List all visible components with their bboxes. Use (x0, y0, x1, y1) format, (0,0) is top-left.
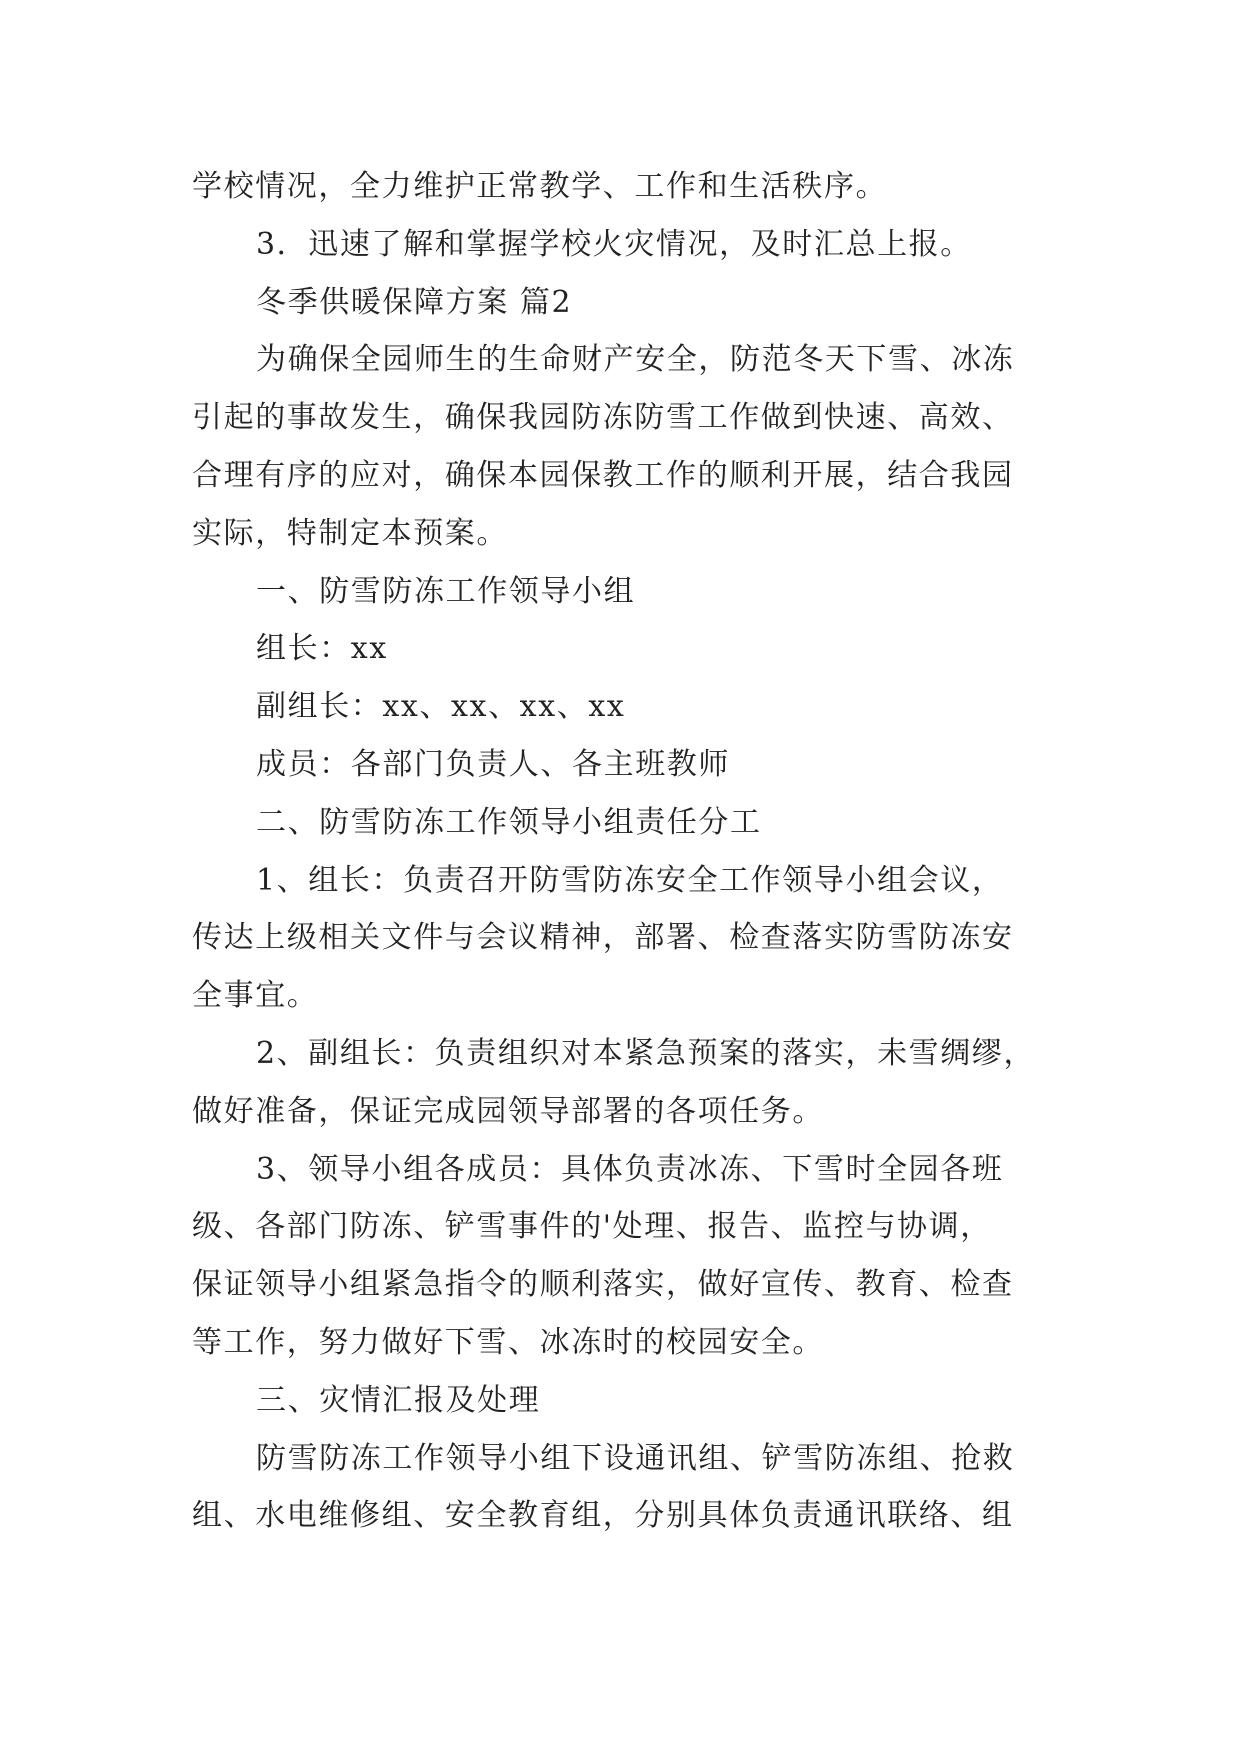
text-line: 保证领导小组紧急指令的顺利落实，做好宣传、教育、检查 (192, 1267, 1014, 1303)
text-line: 3、领导小组各成员：具体负责冰冻、下雪时全园各班 (256, 1151, 1004, 1187)
section-heading: 三、灾情汇报及处理 (256, 1382, 541, 1418)
text-line: 组长：xx (256, 631, 388, 667)
text-line: 引起的事故发生，确保我园防冻防雪工作做到快速、高效、 (192, 400, 1014, 436)
text-line: 等工作，努力做好下雪、冰冻时的校园安全。 (192, 1324, 824, 1360)
text-line: 级、各部门防冻、铲雪事件的'处理、报告、监控与协调， (192, 1209, 992, 1245)
section-heading: 二、防雪防冻工作领导小组责任分工 (256, 804, 762, 840)
text-line: 全事宜。 (192, 978, 319, 1014)
body-text (192, 158, 1072, 1545)
section-heading: 冬季供暖保障方案 篇2 (256, 284, 573, 320)
text-line: 组、水电维修组、安全教育组，分别具体负责通讯联络、组 (192, 1498, 1014, 1534)
text-line: 学校情况，全力维护正常教学、工作和生活秩序。 (192, 169, 888, 204)
text-line: 做好准备，保证完成园领导部署的各项任务。 (192, 1093, 824, 1129)
section-heading: 一、防雪防冻工作领导小组 (256, 573, 636, 609)
text-line: 副组长：xx、xx、xx、xx (256, 689, 626, 725)
text-line: 为确保全园师生的生命财产安全，防范冬天下雪、冰冻 (256, 342, 1015, 378)
text-line: 传达上级相关文件与会议精神，部署、检查落实防雪防冻安 (192, 920, 1014, 956)
text-line: 实际，特制定本预案。 (192, 515, 508, 551)
text-line: 成员：各部门负责人、各主班教师 (256, 746, 730, 782)
text-line: 合理有序的应对，确保本园保教工作的顺利开展，结合我园 (192, 457, 1014, 493)
text-line: 防雪防冻工作领导小组下设通讯组、铲雪防冻组、抢救 (256, 1440, 1015, 1476)
text-line: 1、组长：负责召开防雪防冻安全工作领导小组会议， (256, 862, 1004, 898)
text-line: 3．迅速了解和掌握学校火灾情况，及时汇总上报。 (256, 226, 972, 262)
text-line: 2、副组长：负责组织对本紧急预案的落实，未雪绸缪， (256, 1035, 1036, 1071)
